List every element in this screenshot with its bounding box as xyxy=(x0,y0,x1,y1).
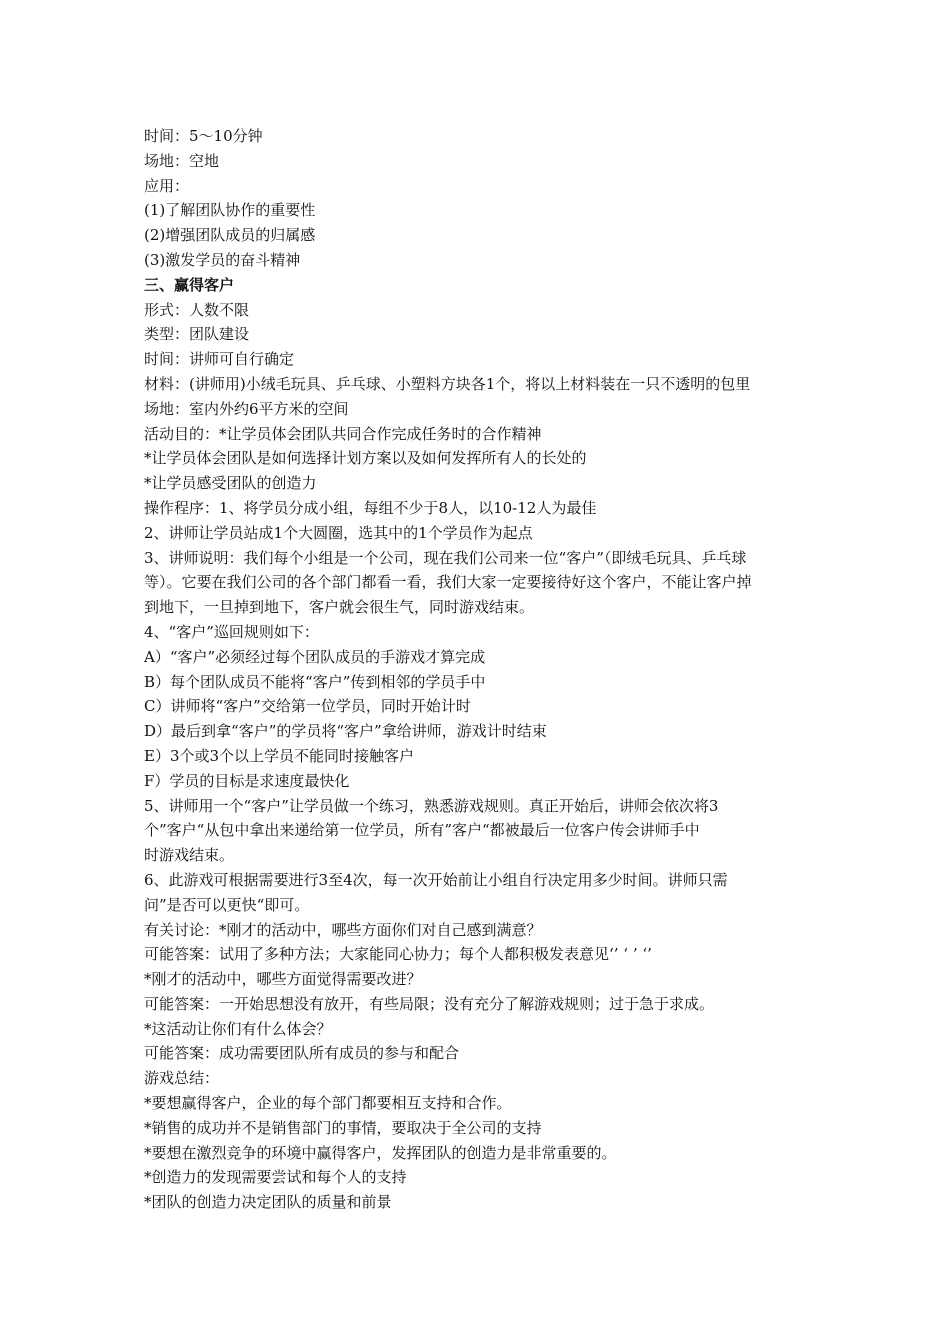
text-line: 可能答案：一开始思想没有放开，有些局限；没有充分了解游戏规则；过于急于求成。 xyxy=(144,994,715,1013)
text-line: 活动目的：*让学员体会团队共同合作完成任务时的合作精神 xyxy=(144,424,542,443)
text-line: F）学员的目标是求速度最快化 xyxy=(144,771,350,790)
text-line: 类型：团队建设 xyxy=(144,325,250,344)
text-line: *销售的成功并不是销售部门的事情，要取决于全公司的支持 xyxy=(144,1118,542,1137)
text-line: C）讲师将“客户”交给第一位学员，同时开始计时 xyxy=(144,697,471,716)
text-line: *让学员感受团队的创造力 xyxy=(144,474,317,493)
text-line: 可能答案：成功需要团队所有成员的参与和配合 xyxy=(144,1044,460,1063)
text-line: *刚才的活动中，哪些方面觉得需要改进？ xyxy=(144,970,422,989)
text-line: 6、此游戏可根据需要进行3至4次，每一次开始前让小组自行决定用多少时间。讲师只需 xyxy=(144,870,728,889)
text-line: 应用： xyxy=(144,176,190,195)
text-line: (2)增强团队成员的归属感 xyxy=(144,226,316,245)
text-line: 到地下，一旦掉到地下，客户就会很生气，同时游戏结束。 xyxy=(144,598,535,617)
text-line: 2、讲师让学员站成1个大圆圈，选其中的1个学员作为起点 xyxy=(144,523,533,542)
text-line: 5、讲师用一个“客户”让学员做一个练习，熟悉游戏规则。真正开始后，讲师会依次将3 xyxy=(144,796,719,815)
text-line: (1)了解团队协作的重要性 xyxy=(144,201,316,220)
text-line: *让学员体会团队是如何选择计划方案以及如何发挥所有人的长处的 xyxy=(144,449,587,468)
text-line: 3、讲师说明：我们每个小组是一个公司，现在我们公司来一位“客户”（即绒毛玩具、乒乓球 xyxy=(144,548,747,567)
text-line: 时间：讲师可自行确定 xyxy=(144,350,295,369)
text-line: 可能答案：试用了多种方法；大家能同心协力；每个人都积极发表意见‘’ ‘ ’ ‘’ xyxy=(144,945,652,964)
text-line: 材料：(讲师用)小绒毛玩具、乒乓球、小塑料方块各1个，将以上材料装在一只不透明的包里 xyxy=(144,374,751,393)
text-line: 场地：室内外约6平方米的空间 xyxy=(144,399,349,418)
text-line: (3)激发学员的奋斗精神 xyxy=(144,250,301,269)
text-line: 等）。它要在我们公司的各个部门都看一看，我们大家一定要接待好这个客户，不能让客户掉 xyxy=(144,573,752,592)
text-line: *要想赢得客户，企业的每个部门都要相互支持和合作。 xyxy=(144,1094,512,1113)
text-line: 游戏总结： xyxy=(144,1069,220,1088)
text-line: *创造力的发现需要尝试和每个人的支持 xyxy=(144,1168,407,1187)
text-line: 4、“客户”巡回规则如下： xyxy=(144,622,319,641)
text-line: 时间：5～10分钟 xyxy=(144,127,263,145)
document-body xyxy=(144,124,814,1215)
section-heading: 三、赢得客户 xyxy=(144,275,235,294)
text-line: *团队的创造力决定团队的质量和前景 xyxy=(144,1193,392,1212)
text-line: 时游戏结束。 xyxy=(144,846,235,865)
text-line: E）3个或3个以上学员不能同时接触客户 xyxy=(144,746,415,765)
text-line: 有关讨论：*刚才的活动中，哪些方面你们对自己感到满意？ xyxy=(144,920,542,939)
text-line: *这活动让你们有什么体会？ xyxy=(144,1019,332,1038)
text-line: A）“客户”必须经过每个团队成员的手游戏才算完成 xyxy=(144,647,486,666)
text-line: 个”客户“从包中拿出来递给第一位学员，所有”客户“都被最后一位客户传会讲师手中 xyxy=(144,821,700,840)
text-line: 场地：空地 xyxy=(144,151,220,170)
text-line: 问”是否可以更快“即可。 xyxy=(144,895,310,914)
text-line: 形式：人数不限 xyxy=(144,300,250,319)
text-line: D）最后到拿“客户”的学员将“客户”拿给讲师，游戏计时结束 xyxy=(144,722,547,741)
text-line: B）每个团队成员不能将“客户”传到相邻的学员手中 xyxy=(144,672,486,691)
text-line: 操作程序：1、将学员分成小组，每组不少于8人，以10-12人为最佳 xyxy=(144,498,597,517)
text-line: *要想在激烈竞争的环境中赢得客户，发挥团队的创造力是非常重要的。 xyxy=(144,1143,617,1162)
